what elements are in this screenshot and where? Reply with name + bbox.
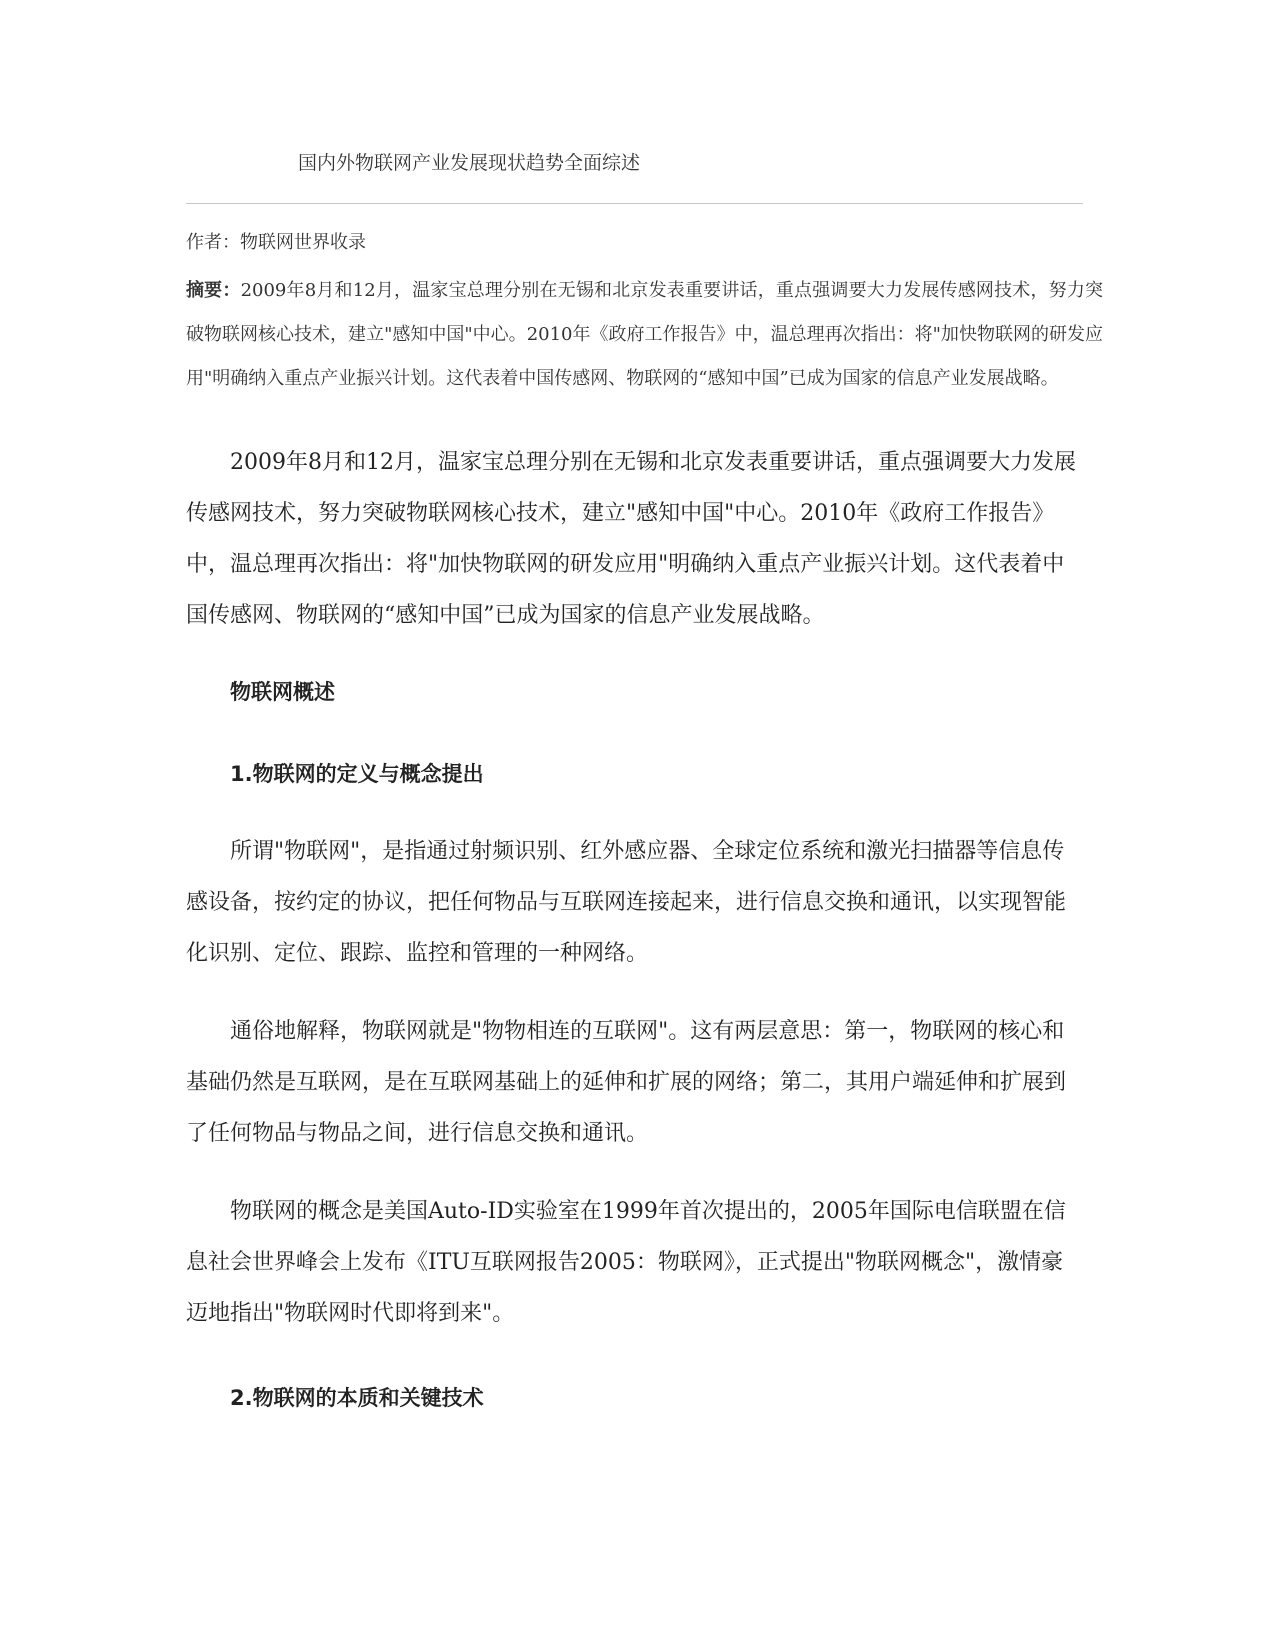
history-paragraph: 物联网的概念是美国Auto-ID实验室在1999年首次提出的，2005年国际电信联盟在信息社会世界峰会上发布《ITU互联网报告2005：物联网》，正式提出"物联网概念"，激情豪迈地指出"物联网时代即将到来"。 <box>186 1199 1066 1326</box>
section-heading-overview: 物联网概述 <box>230 680 335 704</box>
definition-paragraph: 所谓"物联网"，是指通过射频识别、红外感应器、全球定位系统和激光扫描器等信息传感设备，按约定的协议，把任何物品与互联网连接起来，进行信息交换和通讯，以实现智能化识别、定位、跟踪、监控和管理的一种网络。 <box>186 839 1067 966</box>
author-line: 作者：物联网世界收录 <box>186 232 366 253</box>
abstract-paragraph <box>186 269 1103 401</box>
abstract-label: 摘要： <box>186 280 241 301</box>
explanation-paragraph: 通俗地解释，物联网就是"物物相连的互联网"。这有两层意思：第一，物联网的核心和基础仍然是互联网，是在互联网基础上的延伸和扩展的网络；第二，其用户端延伸和扩展到了任何物品与物品之间，进行信息交换和通讯。 <box>186 1019 1067 1146</box>
section-heading-essence: 2.物联网的本质和关键技术 <box>230 1386 484 1410</box>
intro-paragraph: 2009年8月和12月，温家宝总理分别在无锡和北京发表重要讲话，重点强调要大力发展传感网技术，努力突破物联网核心技术，建立"感知中国"中心。2010年《政府工作报告》中，温总理再次指出：将"加快物联网的研发应用"明确纳入重点产业振兴计划。这代表着中国传感网、物联网的“感知中国”已成为国家的信息产业发展战略。 <box>186 450 1076 628</box>
abstract-text: 2009年8月和12月，温家宝总理分别在无锡和北京发表重要讲话，重点强调要大力发展传感网技术，努力突破物联网核心技术，建立"感知中国"中心。2010年《政府工作报告》中，温总理再次指出：将"加快物联网的研发应用"明确纳入重点产业振兴计划。这代表着中国传感网、物联网的“感知中国”已成为国家的信息产业发展战略。 <box>186 280 1103 389</box>
section-heading-definition: 1.物联网的定义与概念提出 <box>230 762 484 786</box>
document-title: 国内外物联网产业发展现状趋势全面综述 <box>298 152 641 174</box>
title-divider <box>186 203 1083 204</box>
